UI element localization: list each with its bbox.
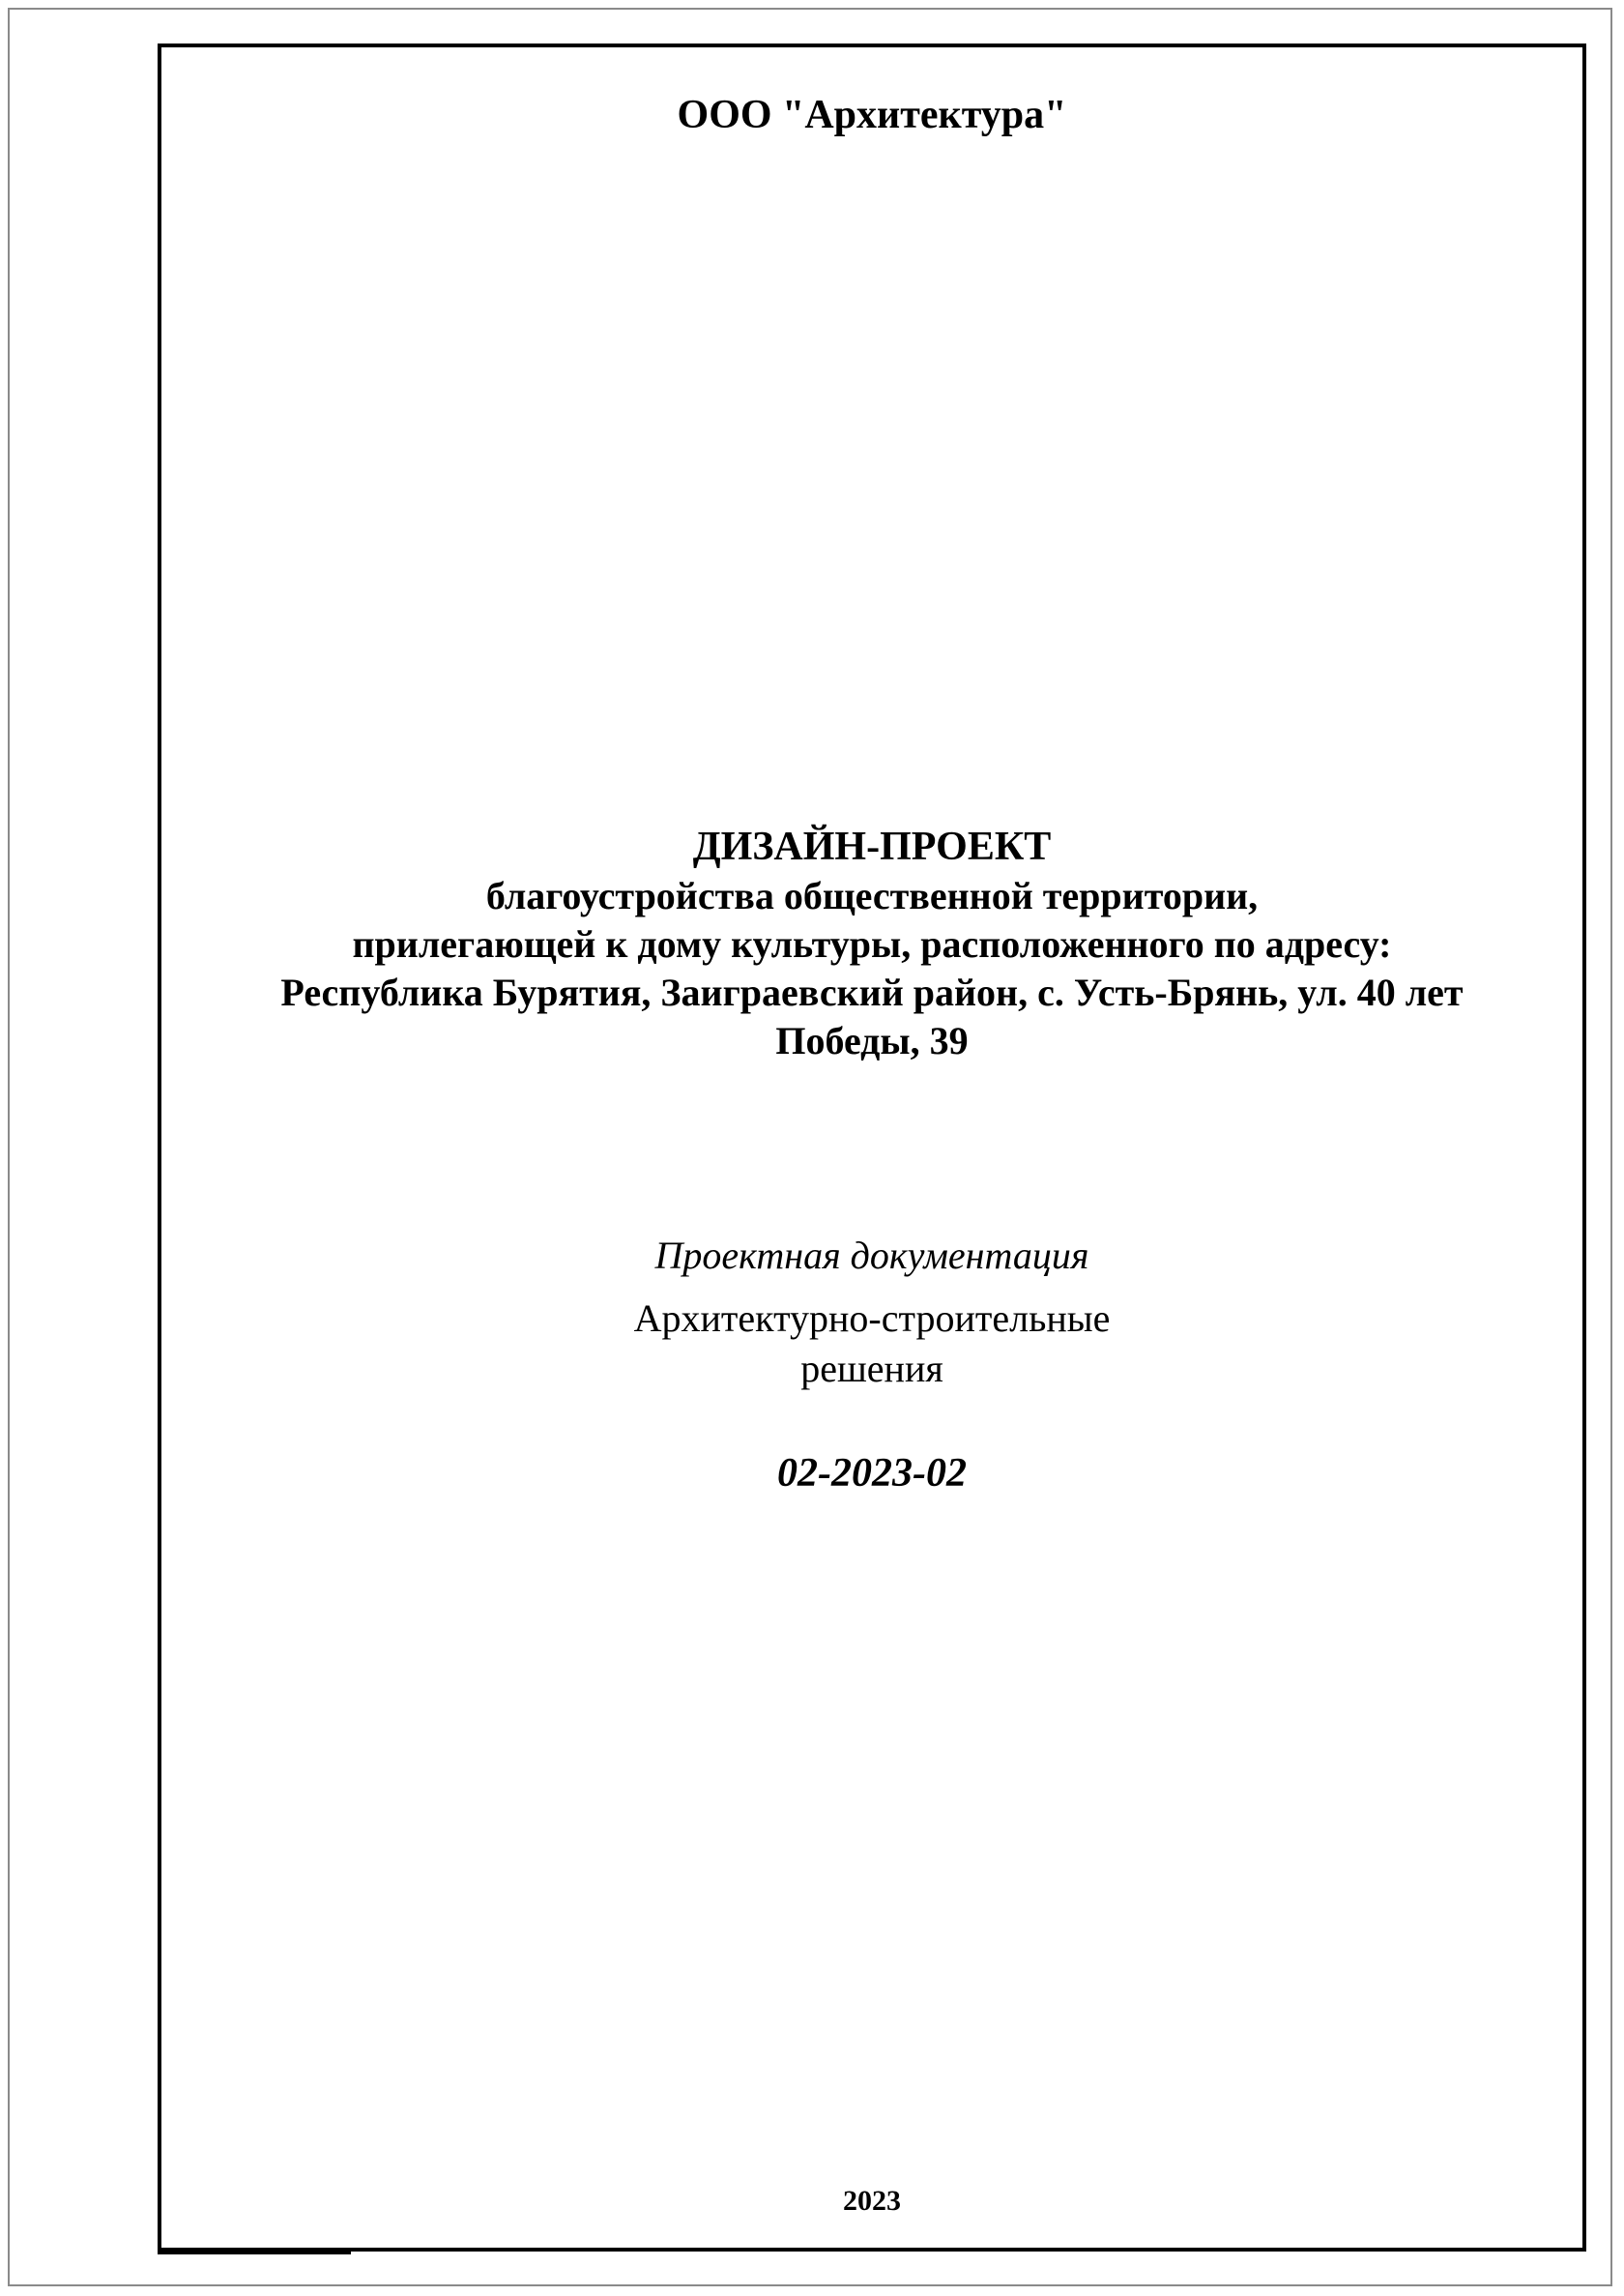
section-line: Архитектурно-строительные: [633, 1296, 1111, 1340]
document-type: Проектная документация: [654, 1234, 1089, 1277]
document-year: 2023: [843, 2185, 901, 2217]
subtitle-line: прилегающей к дому культуры, расположенного по адресу:: [352, 922, 1392, 966]
subtitle-line: Республика Бурятия, Заиграевский район, с. Усть-Брянь, ул. 40 лет: [280, 971, 1464, 1014]
title-block: [158, 822, 1586, 1065]
section-name: [158, 1293, 1586, 1394]
subtitle-line: Победы, 39: [775, 1019, 969, 1062]
document-code: 02-2023-02: [777, 1451, 967, 1496]
frame-bottom-mark: [158, 2250, 351, 2254]
document-title: ДИЗАЙН-ПРОЕКТ: [692, 825, 1052, 869]
subtitle-line: благоустройства общественной территории,: [485, 874, 1259, 917]
organization-name: ООО "Архитектура": [677, 93, 1067, 137]
title-frame: [158, 44, 1586, 2252]
section-line: решения: [800, 1347, 943, 1390]
